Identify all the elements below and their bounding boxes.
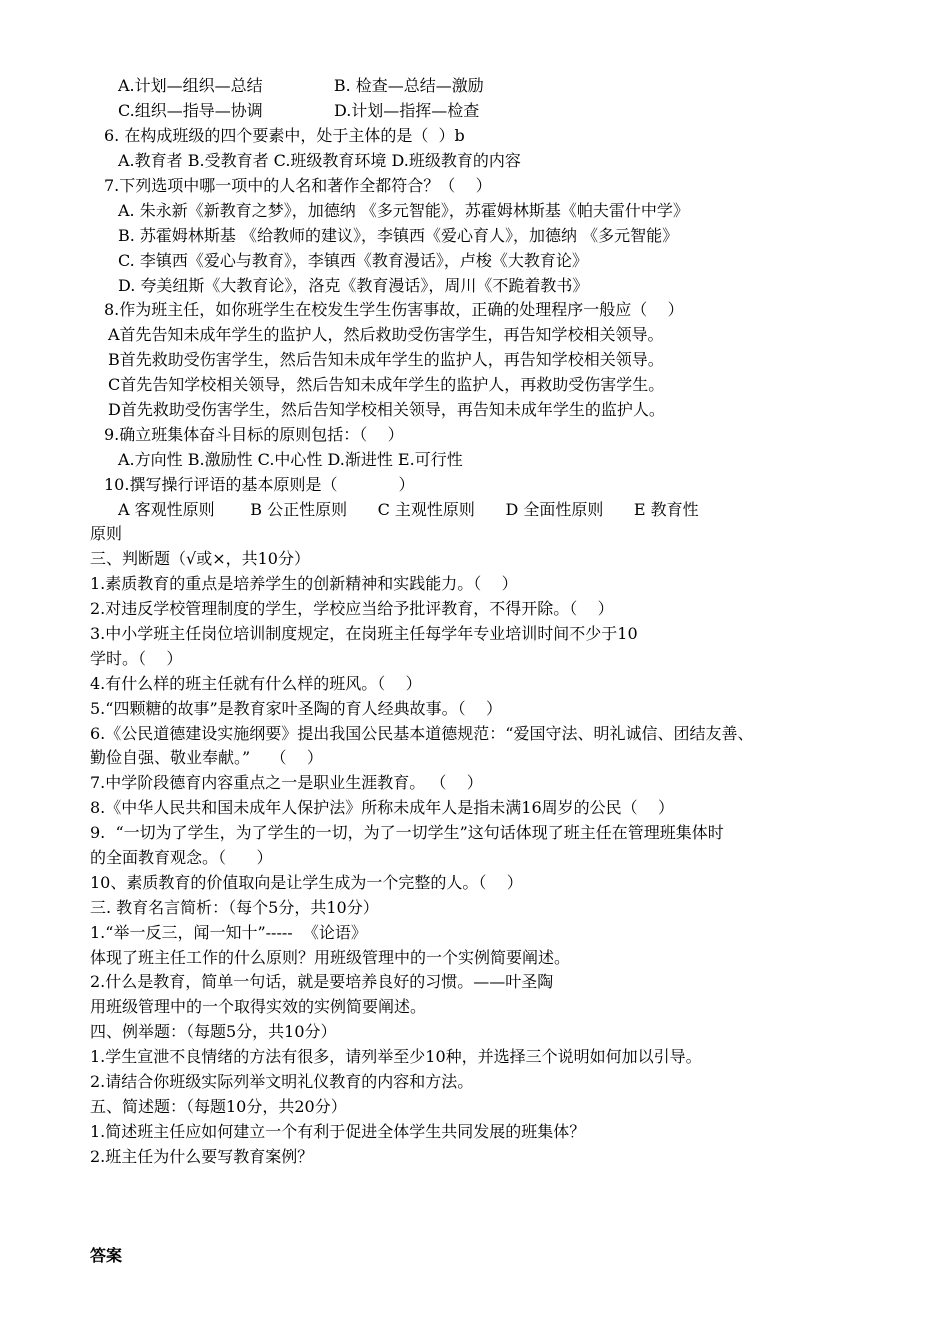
option-line-5cd: C.组织—指导—协调 D.计划—指挥—检查: [118, 101, 480, 120]
question-10-options-wrap: 原则: [90, 524, 123, 543]
question-6-options: A.教育者 B.受教育者 C.班级教育环境 D.班级教育的内容: [118, 151, 521, 170]
quote-2-task: 用班级管理中的一个取得实效的实例简要阐述。: [90, 997, 427, 1016]
example-1: 1.学生宣泄不良情绪的方法有很多，请列举至少10种，并选择三个说明如何加以引导。: [90, 1047, 702, 1066]
judgement-7: 7.中学阶段德育内容重点之一是职业生涯教育。 （ ）: [90, 773, 483, 792]
judgement-3-wrap: 学时。（ ）: [90, 649, 183, 668]
judgement-5: 5.“四颗糖的故事”是教育家叶圣陶的育人经典故事。（ ）: [90, 699, 502, 718]
judgement-9: 9. “一切为了学生，为了学生的一切，为了一切学生”这句话体现了班主任在管理班集体时: [90, 823, 724, 842]
judgement-2: 2.对违反学校管理制度的学生，学校应当给予批评教育，不得开除。（ ）: [90, 599, 614, 618]
short-answer-2: 2.班主任为什么要写教育案例？: [90, 1147, 314, 1166]
section-heading-judgement: 三、判断题（√或×，共10分）: [90, 549, 310, 568]
quote-1: 1.“举一反三，闻一知十”----- 《论语》: [90, 923, 367, 942]
question-10-options: A 客观性原则 B 公正性原则 C 主观性原则 D 全面性原则 E 教育性: [118, 500, 699, 519]
section-heading-short-answer: 五、简述题：（每题10分，共20分）: [90, 1097, 347, 1116]
example-2: 2.请结合你班级实际列举文明礼仪教育的内容和方法。: [90, 1072, 474, 1091]
quote-1-task: 体现了班主任工作的什么原则？用班级管理中的一个实例简要阐述。: [90, 948, 571, 967]
judgement-10: 10、素质教育的价值取向是让学生成为一个完整的人。（ ）: [90, 873, 523, 892]
question-7-option-a: A. 朱永新《新教育之梦》，加德纳 《多元智能》，苏霍姆林斯基《帕夫雷什中学》: [118, 201, 689, 220]
question-8-option-c: C首先告知学校相关领导，然后告知未成年学生的监护人，再救助受伤害学生。: [108, 375, 665, 394]
judgement-6: 6.《公民道德建设实施纲要》提出我国公民基本道德规范：“爱国守法、明礼诚信、团结友善、: [90, 724, 754, 743]
question-7-option-d: D. 夸美纽斯《大教育论》，洛克《教育漫话》，周川《不跪着教书》: [118, 276, 589, 295]
question-9: 9.确立班集体奋斗目标的原则包括：（ ）: [104, 425, 404, 444]
question-8-option-b: B首先救助受伤害学生，然后告知未成年学生的监护人，再告知学校相关领导。: [108, 350, 664, 369]
question-8: 8.作为班主任，如你班学生在校发生学生伤害事故，正确的处理程序一般应（ ）: [104, 300, 684, 319]
answer-heading: 答案: [90, 1246, 123, 1265]
judgement-1: 1.素质教育的重点是培养学生的创新精神和实践能力。（ ）: [90, 574, 518, 593]
section-heading-examples: 四、例举题：（每题5分，共10分）: [90, 1022, 337, 1041]
question-6: 6. 在构成班级的四个要素中，处于主体的是（ ）b: [104, 126, 465, 145]
question-7-option-c: C. 李镇西《爱心与教育》，李镇西《教育漫话》，卢梭《大教育论》: [118, 251, 588, 270]
judgement-4: 4.有什么样的班主任就有什么样的班风。（ ）: [90, 674, 422, 693]
question-7: 7.下列选项中哪一项中的人名和著作全都符合？（ ）: [104, 176, 492, 195]
option-line-5ab: A.计划—组织—总结 B. 检查—总结—激励: [118, 76, 484, 95]
question-8-option-a: A首先告知未成年学生的监护人，然后救助受伤害学生，再告知学校相关领导。: [108, 325, 664, 344]
judgement-6-wrap: 勤俭自强、敬业奉献。” （ ）: [90, 748, 323, 767]
short-answer-1: 1.简述班主任应如何建立一个有利于促进全体学生共同发展的班集体？: [90, 1122, 586, 1141]
judgement-8: 8.《中华人民共和国未成年人保护法》所称未成年人是指未满16周岁的公民（ ）: [90, 798, 674, 817]
question-7-option-b: B. 苏霍姆林斯基 《给教师的建议》，李镇西《爱心育人》，加德纳 《多元智能》: [118, 226, 679, 245]
question-8-option-d: D首先救助受伤害学生，然后告知学校相关领导，再告知未成年学生的监护人。: [108, 400, 665, 419]
judgement-3: 3.中小学班主任岗位培训制度规定，在岗班主任每学年专业培训时间不少于10: [90, 624, 638, 643]
question-9-options: A.方向性 B.激励性 C.中心性 D.渐进性 E.可行性: [118, 450, 463, 469]
quote-2: 2.什么是教育，简单一句话，就是要培养良好的习惯。——叶圣陶: [90, 972, 554, 991]
section-heading-quotes: 三. 教育名言简析：（每个5分，共10分）: [90, 898, 379, 917]
judgement-9-wrap: 的全面教育观念。（ ）: [90, 848, 273, 867]
question-10: 10.撰写操行评语的基本原则是（ ）: [104, 475, 415, 494]
